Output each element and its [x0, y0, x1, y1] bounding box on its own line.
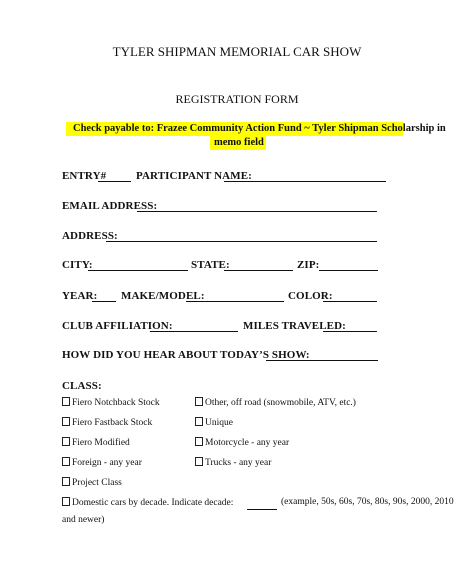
class-option-label: Domestic cars by decade. Indicate decade:	[72, 498, 234, 508]
form-subtitle: REGISTRATION FORM	[175, 92, 299, 106]
city-label: CITY:	[62, 259, 93, 271]
state-field[interactable]	[224, 270, 293, 271]
state-label: STATE:	[191, 259, 230, 271]
club-affiliation-label: CLUB AFFILIATION:	[62, 320, 173, 332]
class-option-fiero-notchback[interactable]	[62, 397, 160, 408]
zip-label: ZIP:	[297, 259, 320, 271]
email-field[interactable]	[137, 211, 377, 212]
how-heard-label: HOW DID YOU HEAR ABOUT TODAY’S SHOW:	[62, 349, 310, 361]
checkbox-icon[interactable]	[62, 477, 70, 486]
class-option-label: Fiero Notchback Stock	[72, 398, 160, 408]
class-option-project[interactable]	[62, 477, 122, 488]
checkbox-icon[interactable]	[195, 397, 203, 406]
checkbox-icon[interactable]	[195, 417, 203, 426]
checkbox-icon[interactable]	[62, 497, 70, 506]
class-option-motorcycle[interactable]	[195, 437, 289, 448]
class-option-label: Foreign - any year	[72, 458, 142, 468]
class-option-unique[interactable]	[195, 417, 233, 428]
participant-name-field[interactable]	[224, 181, 386, 182]
class-option-fiero-fastback[interactable]	[62, 417, 152, 428]
class-option-fiero-modified[interactable]	[62, 437, 130, 448]
form-title: TYLER SHIPMAN MEMORIAL CAR SHOW	[112, 44, 362, 59]
decade-example-continued: and newer)	[62, 515, 105, 525]
club-affiliation-field[interactable]	[150, 331, 238, 332]
address-label: ADDRESS:	[62, 230, 118, 242]
email-label: EMAIL ADDRESS:	[62, 200, 158, 212]
miles-traveled-field[interactable]	[323, 331, 377, 332]
decade-example: (example, 50s, 60s, 70s, 80s, 90s, 2000, 2010	[281, 497, 454, 507]
miles-traveled-label: MILES TRAVELED:	[243, 320, 346, 332]
checkbox-icon[interactable]	[62, 437, 70, 446]
year-field[interactable]	[92, 301, 116, 302]
class-option-foreign[interactable]	[62, 457, 142, 468]
class-option-label: Other, off road (snowmobile, ATV, etc.)	[205, 398, 356, 408]
checkbox-icon[interactable]	[62, 397, 70, 406]
participant-name-label: PARTICIPANT NAME:	[136, 170, 252, 182]
class-option-label: Fiero Modified	[72, 438, 130, 448]
class-option-label: Fiero Fastback Stock	[72, 418, 153, 428]
color-field[interactable]	[323, 301, 377, 302]
checkbox-icon[interactable]	[62, 417, 70, 426]
decade-field[interactable]	[247, 509, 277, 510]
checkbox-icon[interactable]	[195, 457, 203, 466]
color-label: COLOR:	[288, 290, 333, 302]
class-option-label: Motorcycle - any year	[205, 438, 290, 448]
city-field[interactable]	[88, 270, 188, 271]
class-option-trucks[interactable]	[195, 457, 271, 468]
class-heading: CLASS:	[62, 380, 102, 392]
class-option-label: Trucks - any year	[205, 458, 272, 468]
entry-label: ENTRY#	[62, 170, 107, 182]
notice-line-1: Check payable to: Frazee Community Action Fund ~ Tyler Shipman Scholarship in	[73, 123, 446, 134]
how-heard-field[interactable]	[266, 360, 378, 361]
class-option-other-off-road[interactable]	[195, 397, 356, 408]
checkbox-icon[interactable]	[62, 457, 70, 466]
entry-field[interactable]	[98, 181, 131, 182]
class-option-label: Unique	[205, 418, 233, 428]
year-label: YEAR:	[62, 290, 98, 302]
zip-field[interactable]	[319, 270, 378, 271]
address-field[interactable]	[106, 241, 377, 242]
class-option-domestic-decade[interactable]	[62, 497, 233, 508]
notice-line-2: memo field	[214, 137, 264, 148]
make-model-label: MAKE/MODEL:	[121, 290, 205, 302]
class-option-label: Project Class	[72, 478, 122, 488]
checkbox-icon[interactable]	[195, 437, 203, 446]
make-model-field[interactable]	[186, 301, 284, 302]
